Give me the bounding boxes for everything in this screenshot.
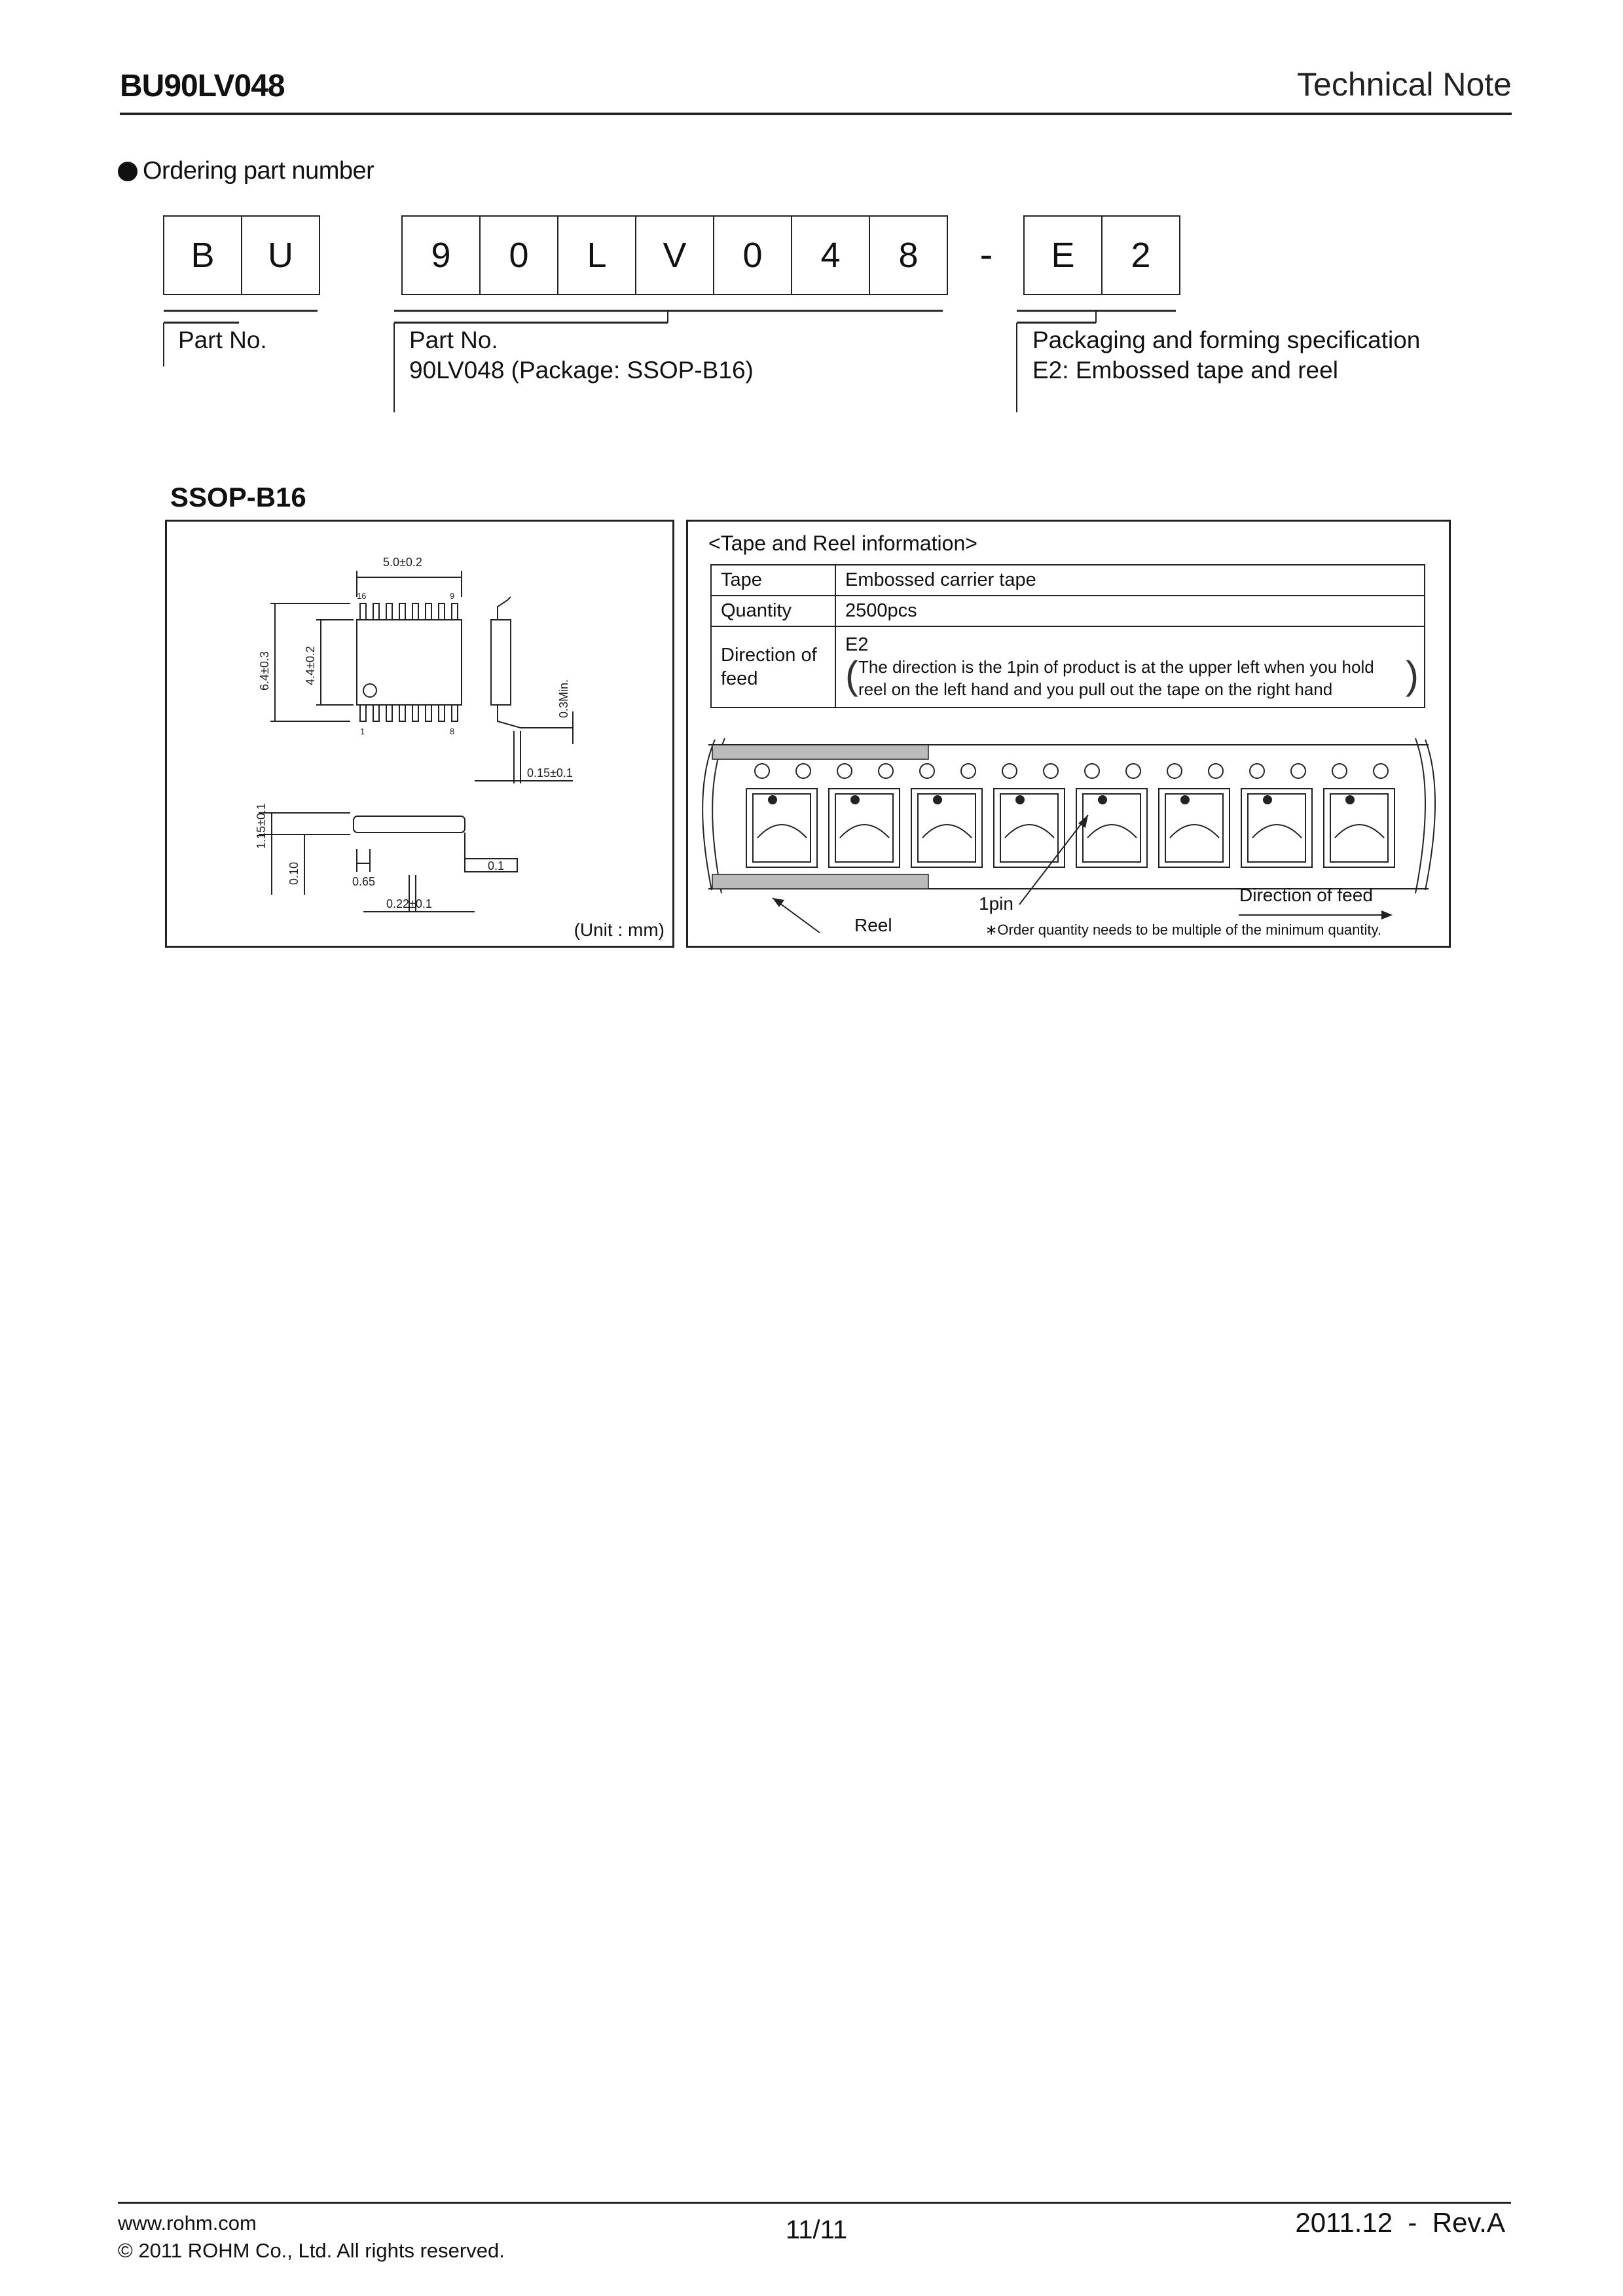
table-cell-label: Quantity [711,596,835,626]
document-type: Technical Note [1297,66,1512,103]
feed-code: E2 [845,634,869,655]
reel-label: Reel [854,915,892,935]
pn-group-number [403,215,948,295]
label-part-number [409,325,754,386]
section-title: Ordering part number [143,157,374,185]
tape-illustration [689,726,1445,942]
paren-left: ( [845,653,858,697]
dim-pitch: 0.65 [352,875,376,888]
label-part-number-title: Part No. [409,327,498,353]
pin-label: 1pin [979,893,1013,914]
dim-outer-height: 6.4±0.3 [258,651,271,691]
pn-char: E [1023,215,1103,295]
part-number-boxes [164,215,1180,295]
footer-divider [118,2202,1511,2204]
table-cell-label: Tape [711,565,835,596]
table-cell-value: 2500pcs [835,596,1425,626]
dim-body-height: 4.4±0.2 [304,646,317,685]
package-drawing-panel [165,520,674,948]
pn-char: 4 [791,215,870,295]
unit-label: (Unit : mm) [574,920,665,940]
dim-width: 5.0±0.2 [383,556,422,569]
section-heading [118,157,374,185]
dim-standoff: 0.10 [287,861,301,885]
pin-8-label: 8 [450,726,455,736]
dim-lead-min: 0.3Min. [557,679,570,718]
document-title: BU90LV048 [120,69,285,103]
label-packaging-detail: E2: Embossed tape and reel [1032,357,1338,384]
pn-char: 9 [401,215,481,295]
website-link[interactable]: www.rohm.com [118,2212,257,2234]
table-row [711,626,1425,708]
pn-char: V [635,215,714,295]
dim-thickness: 1.15±0.1 [255,803,268,849]
pn-char: 2 [1101,215,1180,295]
pn-char: 8 [869,215,948,295]
tape-reel-title: <Tape and Reel information> [708,531,977,555]
copyright: © 2011 ROHM Co., Ltd. All rights reserved. [118,2239,505,2262]
pn-char: L [557,215,636,295]
table-cell-value: Embossed carrier tape [835,565,1425,596]
order-note: ∗Order quantity needs to be multiple of the minimum quantity. [985,922,1381,938]
dim-flatness: 0.1 [488,859,505,872]
table-row [711,565,1425,596]
table-cell-value [835,626,1425,708]
dim-lead-thickness: 0.15±0.1 [527,766,573,780]
feed-description-line2: reel on the left hand and you pull out the tape on the right hand [858,679,1333,699]
header-divider [120,113,1512,115]
pn-char: B [163,215,242,295]
pn-char: 0 [713,215,792,295]
package-title: SSOP-B16 [170,482,306,512]
table-cell-label: Direction of feed [711,626,835,708]
pn-group-suffix [1025,215,1180,295]
label-packaging [1032,325,1420,386]
pn-char: U [241,215,320,295]
label-part-number-detail: 90LV048 (Package: SSOP-B16) [409,357,754,384]
label-packaging-title: Packaging and forming specification [1032,327,1421,353]
pn-char: 0 [479,215,558,295]
pn-group-prefix [164,215,320,295]
package-drawing [167,522,672,946]
feed-description-line1: The direction is the 1pin of product is at the upper left when you hold [858,656,1374,677]
footer-left [118,2210,505,2265]
pin-16-label: 16 [357,591,367,601]
pn-separator: - [979,232,993,276]
pin-9-label: 9 [450,591,455,601]
paren-right: ) [1406,653,1419,697]
feed-direction-label: Direction of feed [1239,885,1373,905]
feed-description [845,653,1419,700]
dim-lead-width: 0.22±0.1 [386,897,432,910]
table-row [711,596,1425,626]
tape-reel-table [710,564,1425,708]
label-part-prefix: Part No. [178,327,267,353]
bullet-icon [118,162,137,181]
pin-1-label: 1 [360,726,365,736]
revision: 2011.12 - Rev.A [1295,2207,1505,2238]
page-number: 11/11 [786,2215,848,2244]
